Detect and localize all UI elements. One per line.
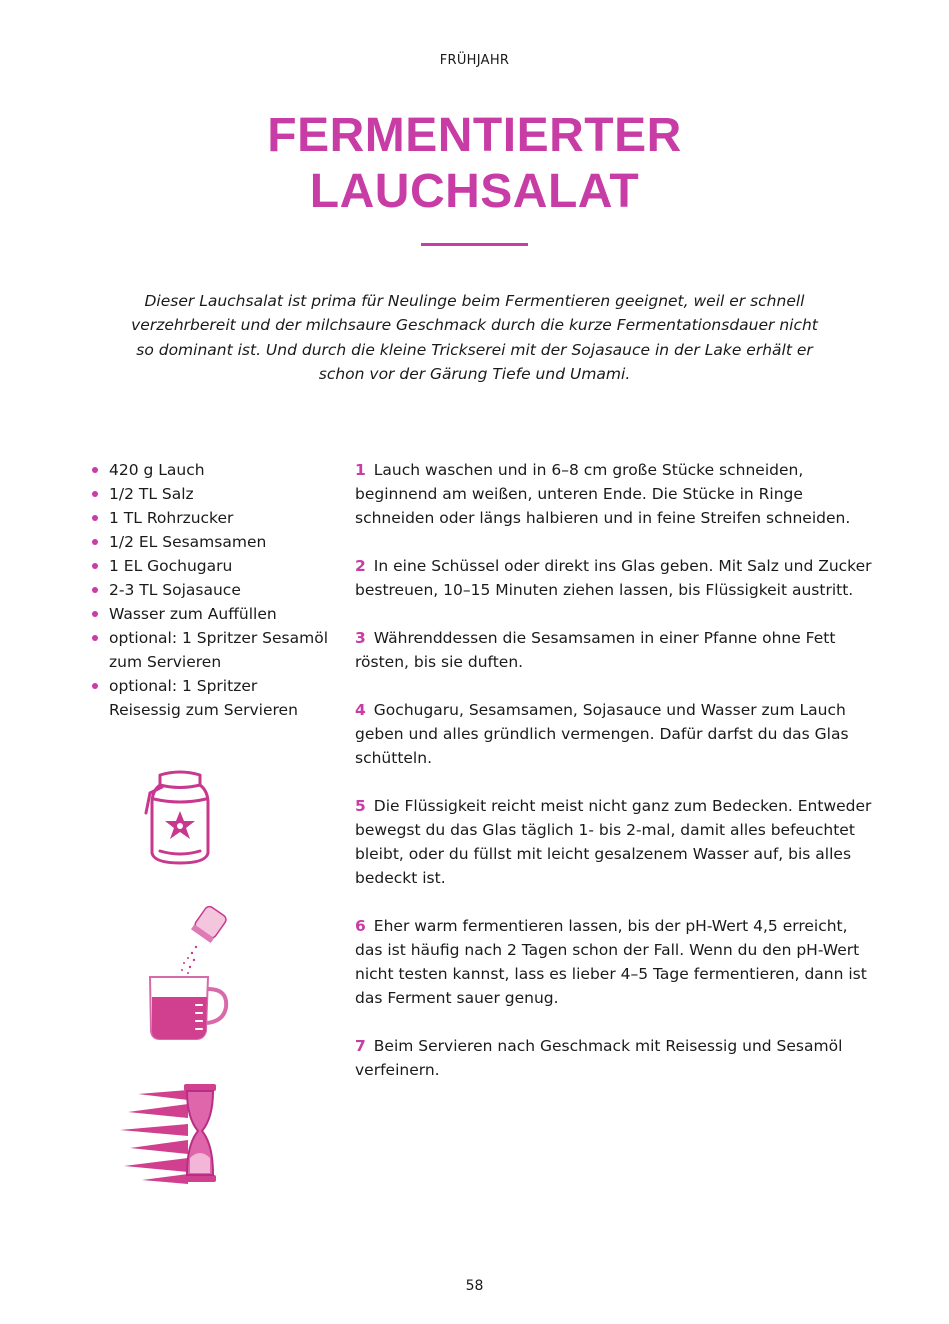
step: [355, 458, 875, 530]
step: [355, 1034, 875, 1082]
recipe-title-line: FERMENTIERTER: [267, 109, 682, 162]
title-divider: [421, 243, 528, 246]
ingredient-item: [90, 626, 330, 674]
step: [355, 554, 875, 602]
step-text: Die Flüssigkeit reicht meist nicht ganz zum Bedecken. Entweder bewegst du das Glas täglich 1- bis 2-mal, damit alles befeuchtet bleibt, oder du füllst mit leicht gesalzenem Wasser auf, bis alles bedeckt ist.: [355, 797, 872, 887]
step-number: 7: [355, 1037, 366, 1055]
recipe-title-line: LAUCHSALAT: [309, 165, 640, 218]
ingredient-item: [90, 482, 330, 506]
bullet-icon: [92, 539, 98, 545]
measuring-cup-icon: [138, 905, 234, 1045]
ingredient-text: 1/2 TL Salz: [109, 485, 194, 503]
bullet-icon: [92, 635, 98, 641]
page-number: 58: [465, 1278, 484, 1294]
ingredient-text: 2-3 TL Sojasauce: [109, 581, 241, 599]
step-text: Währenddessen die Sesamsamen in einer Pfanne ohne Fett rösten, bis sie duften.: [355, 629, 836, 671]
ingredient-item: [90, 506, 330, 530]
ingredient-text: Wasser zum Auffüllen: [109, 605, 277, 623]
recipe-title: [0, 108, 949, 220]
ingredient-text: 420 g Lauch: [109, 461, 205, 479]
step-text: Beim Servieren nach Geschmack mit Reisessig und Sesamöl verfeinern.: [355, 1037, 843, 1079]
bullet-icon: [92, 611, 98, 617]
step-number: 3: [355, 629, 366, 647]
ingredient-text: optional: 1 Spritzer Sesamöl zum Servieren: [109, 629, 328, 671]
step: [355, 914, 875, 1010]
ingredient-item: [90, 554, 330, 578]
ingredient-item: [90, 530, 330, 554]
step-number: 6: [355, 917, 366, 935]
jar-icon: [140, 765, 220, 870]
step-number: 2: [355, 557, 366, 575]
bullet-icon: [92, 491, 98, 497]
instruction-steps: [355, 458, 875, 1106]
bullet-icon: [92, 683, 98, 689]
step: [355, 698, 875, 770]
step-text: Eher warm fermentieren lassen, bis der pH-Wert 4,5 erreicht, das ist häufig nach 2 Tagen schon der Fall. Wenn du den pH-Wert nicht testen kannst, lass es lieber 4–5 Tage fermentieren, dann ist das Ferment sauer genug.: [355, 917, 867, 1007]
step-number: 1: [355, 461, 366, 479]
bullet-icon: [92, 467, 98, 473]
ingredient-text: 1 EL Gochugaru: [109, 557, 233, 575]
ingredient-text: 1 TL Rohrzucker: [109, 509, 234, 527]
ingredient-text: optional: 1 Spritzer Reisessig zum Servieren: [109, 677, 298, 719]
step: [355, 626, 875, 674]
section-label: FRÜHJAHR: [439, 53, 510, 68]
ingredient-text: 1/2 EL Sesamsamen: [109, 533, 267, 551]
ingredient-item: [90, 674, 330, 722]
hourglass-icon: [118, 1078, 230, 1188]
step-number: 4: [355, 701, 366, 719]
bullet-icon: [92, 563, 98, 569]
bullet-icon: [92, 515, 98, 521]
step-text: In eine Schüssel oder direkt ins Glas geben. Mit Salz und Zucker bestreuen, 10–15 Minuten ziehen lassen, bis Flüssigkeit austritt.: [355, 557, 872, 599]
ingredient-item: [90, 578, 330, 602]
bullet-icon: [92, 587, 98, 593]
ingredient-item: [90, 458, 330, 482]
ingredient-list: [90, 458, 330, 722]
step-text: Gochugaru, Sesamsamen, Sojasauce und Wasser zum Lauch geben und alles gründlich vermengen. Dafür darfst du das Glas schütteln.: [355, 701, 849, 767]
step: [355, 794, 875, 890]
step-text: Lauch waschen und in 6–8 cm große Stücke schneiden, beginnend am weißen, unteren Ende. Die Stücke in Ringe schneiden oder längs halbieren und in feine Streifen schneiden.: [355, 461, 851, 527]
recipe-intro: Dieser Lauchsalat ist prima für Neulinge beim Fermentieren geeignet, weil er schnell verzehrbereit und der milchsaure Geschmack durch die kurze Fermentationsdauer nicht so dominant ist. Und durch die kleine Trickserei mit der Sojasauce in der Lake erhält er schon vor der Gärung Tiefe und Umami.: [131, 292, 818, 383]
step-number: 5: [355, 797, 366, 815]
ingredient-item: [90, 602, 330, 626]
